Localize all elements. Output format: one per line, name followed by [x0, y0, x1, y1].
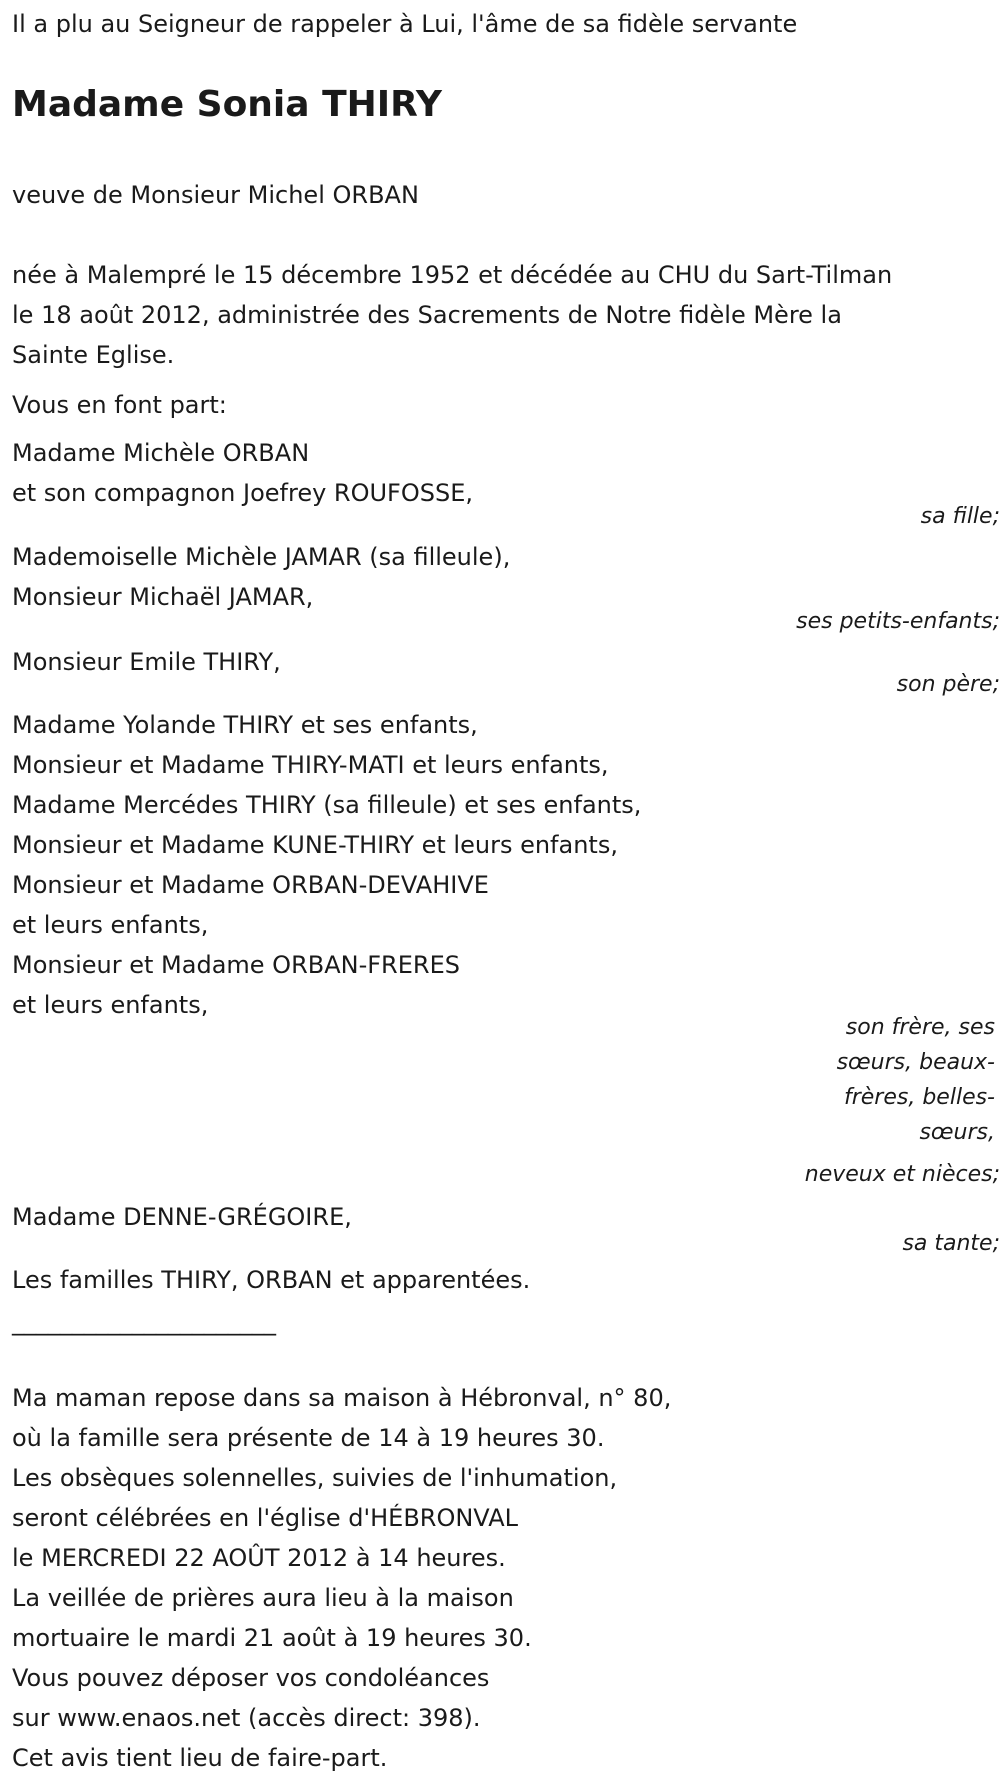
- birth-death-paragraph: née à Malempré le 15 décembre 1952 et décédée au CHU du Sart-Tilman le 18 août 2012, administrée des Sacrements de Notre fidèle Mère la Sainte Eglise.: [12, 261, 893, 369]
- relation-father: son père;: [896, 672, 1000, 697]
- relation-siblings-2: neveux et nièces;: [804, 1162, 1000, 1187]
- family-group-siblings: Madame Yolande THIRY et ses enfants, Monsieur et Madame THIRY-MATI et leurs enfants, Madame Mercédes THIRY (sa filleule) et ses enfants, Monsieur et Madame KUNE-THIRY et leurs enfants, Monsieur et Madame ORBAN-DEVAHIVE et leurs enfants, Monsieur et Madame ORBAN-FRERES et leurs enfants,: [12, 711, 642, 1019]
- intro-text: Il a plu au Seigneur de rappeler à Lui, l'âme de sa fidèle servante: [12, 10, 798, 38]
- announce-line: Vous en font part:: [12, 391, 227, 419]
- relation-grandchildren: ses petits-enfants;: [796, 609, 1000, 634]
- relation-aunt: sa tante;: [902, 1231, 1000, 1256]
- relation-daughter: sa fille;: [920, 504, 1000, 529]
- funeral-details: Ma maman repose dans sa maison à Hébronval, n° 80, où la famille sera présente de 14 à 19 heures 30. Les obsèques solennelles, suivies de l'inhumation, seront célébrées en l'église d'HÉBRONVAL le MERCREDI 22 AOÛT 2012 à 14 heures. La veillée de prières aura lieu à la maison mortuaire le mardi 21 août à 19 heures 30. Vous pouvez déposer vos condoléances sur www.enaos.net (accès direct: 398). Cet avis tient lieu de faire-part.: [12, 1384, 672, 1772]
- family-group-daughter: Madame Michèle ORBAN et son compagnon Joefrey ROUFOSSE,: [12, 439, 474, 507]
- widow-line: veuve de Monsieur Michel ORBAN: [12, 181, 419, 209]
- family-group-aunt: Madame DENNE-GRÉGOIRE,: [12, 1203, 352, 1231]
- family-group-father: Monsieur Emile THIRY,: [12, 648, 281, 676]
- deceased-name: Madame Sonia THIRY: [12, 84, 442, 125]
- family-group-grandchildren: Mademoiselle Michèle JAMAR (sa filleule), Monsieur Michaël JAMAR,: [12, 543, 511, 611]
- families-line: Les familles THIRY, ORBAN et apparentées.: [12, 1266, 531, 1294]
- separator-line: ______________________: [12, 1308, 276, 1336]
- relation-siblings: son frère, ses sœurs, beaux-frères, belles-sœurs,: [836, 1015, 995, 1145]
